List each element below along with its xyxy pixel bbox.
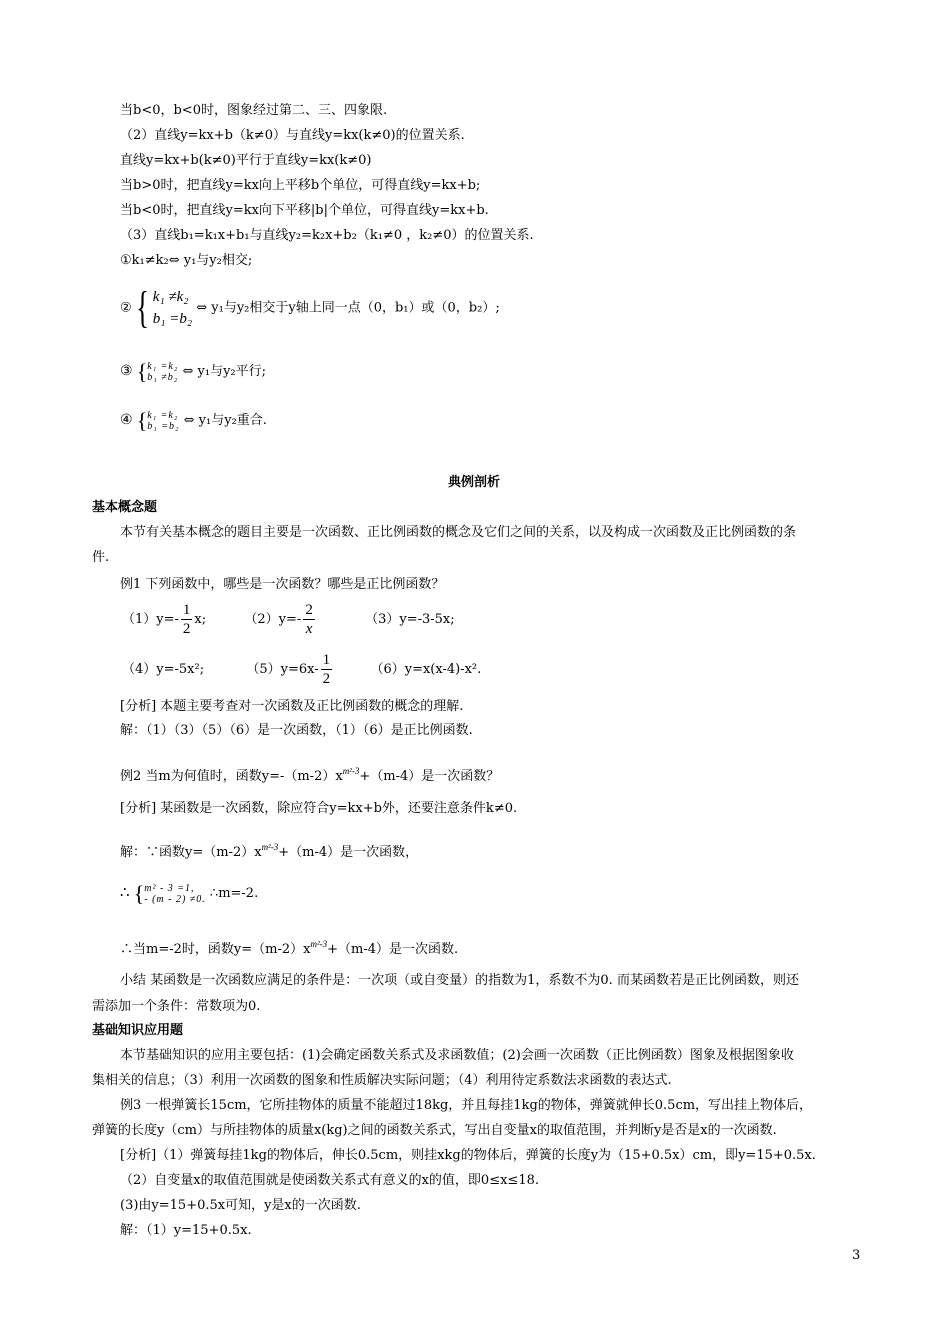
solution-line: 解：（1）y=15+0.5x. (120, 1223, 252, 1238)
numerator: 1 (182, 602, 191, 618)
fraction (321, 651, 333, 688)
question-text: 例2 当m为何值时，函数y=-（m-2）x (120, 769, 343, 784)
text-line: 当b<0时，把直线y=kx向下平移|b|个单位，可得直线y=kx+b. (120, 203, 489, 218)
fraction (303, 601, 315, 638)
system-row: k₁ =k₂ (147, 360, 179, 372)
circled-number: ④ (120, 412, 133, 428)
item-text: （2）y=- (244, 612, 302, 627)
conclusion-line (120, 935, 458, 959)
analysis-line: (3)由y=15+0.5x可知，y是x的一次函数. (120, 1198, 361, 1213)
exponent: m²-3 (310, 939, 328, 949)
item-text: （3）y=-3-5x; (365, 612, 455, 627)
system-row: m² - 3 =1, (144, 882, 195, 894)
paragraph-line: 件. (92, 550, 110, 565)
analysis-line: [分析] 某函数是一次函数，除应符合y=kx+b外，还要注意条件k≠0. (120, 801, 518, 816)
denominator: x (305, 621, 313, 637)
item-text: （5）y=6x- (246, 662, 319, 677)
analysis-line: [分析]（1）弹簧每挂1kg的物体后，伸长0.5cm，则挂xkg的物体后，弹簧的长度y为（15+0.5x）cm，即y=15+0.5x. (120, 1148, 816, 1163)
system-text: ⇔ y₁与y₂平行; (182, 364, 267, 379)
example-question: 弹簧的长度y（cm）与所挂物体的质量x(kg)之间的函数关系式，写出自变量x的取值范围，并判断y是否是x的一次函数. (92, 1123, 777, 1138)
equation-system-3 (120, 358, 266, 385)
example-question (120, 762, 499, 786)
equation-system-m (120, 878, 258, 908)
system-rows (147, 410, 179, 432)
system-row: b₁ =b₂ (147, 420, 180, 432)
denominator: 2 (182, 621, 191, 637)
subheading: 基础知识应用题 (92, 1023, 184, 1038)
analysis-line: [分析] 本题主要考查对一次函数及正比例函数的概念的理解. (120, 699, 464, 714)
item-text: （4）y=-5x²; (122, 662, 205, 677)
text-line: 直线y=kx+b(k≠0)平行于直线y=kx(k≠0) (120, 153, 372, 168)
paragraph-line: 本节基础知识的应用主要包括：(1)会确定函数关系式及求函数值；(2)会画一次函数（正比例函数）图象及根据图象收 (120, 1048, 794, 1063)
text-line: 当b>0时，把直线y=kx向上平移b个单位，可得直线y=kx+b; (120, 178, 481, 193)
circled-number: ③ (120, 363, 133, 379)
system-rows (144, 883, 206, 905)
text-line: （3）直线b₁=k₁x+b₁与直线y₂=k₂x+b₂（k₁≠0 ，k₂≠0）的位置关系. (120, 228, 534, 243)
system-row: b₁ ≠b₂ (147, 371, 179, 383)
numerator: 2 (305, 602, 313, 618)
analysis-line: （2）自变量x的取值范围就是使函数关系式有意义的x的值，即0≤x≤18. (120, 1173, 539, 1188)
brace-icon: { (136, 407, 148, 433)
example-question: 例1 下列函数中，哪些是一次函数？哪些是正比例函数？ (120, 577, 445, 592)
summary-line: 需添加一个条件：常数项为0. (92, 999, 261, 1014)
paragraph-line: 集相关的信息；（3）利用一次函数的图象和性质解决实际问题；（4）利用待定系数法求函数的表达式. (92, 1073, 672, 1088)
brace-icon: { (135, 283, 149, 332)
system-row: k₁ ≠k₂ (152, 289, 189, 305)
therefore-symbol: ∴ (120, 883, 130, 901)
text-line: （2）直线y=kx+b（k≠0）与直线y=kx(k≠0)的位置关系. (120, 128, 465, 143)
exponent: m²-3 (342, 766, 360, 776)
system-row: k₁ =k₂ (147, 409, 179, 421)
example-question: 例3 一根弹簧长15cm，它所挂物体的质量不能超过18kg，并且每挂1kg的物体，弹簧就伸长0.5cm，写出挂上物体后， (120, 1098, 813, 1113)
solution-text: +（m-4）是一次函数， (278, 845, 419, 860)
page-number: 3 (852, 1248, 861, 1263)
system-row: b₁ =b₂ (152, 311, 193, 327)
solution-line (120, 838, 418, 862)
conclusion-text: +（m-4）是一次函数. (327, 942, 459, 957)
fraction (181, 601, 193, 638)
system-row: - (m - 2) ≠0. (144, 893, 206, 905)
conclusion-text: ∴当m=-2时，函数y=（m-2）x (120, 942, 311, 957)
brace-icon: { (136, 358, 148, 384)
text-line: 当b<0，b<0时，图象经过第二、三、四象限. (120, 103, 388, 118)
system-rows (147, 361, 178, 383)
brace-icon: { (133, 880, 145, 906)
system-rows (153, 286, 192, 330)
equation-system-4 (120, 407, 267, 434)
section-title: 典例剖析 (448, 475, 501, 490)
item-text: （1）y=- (122, 612, 179, 627)
summary-line: 小结 某函数是一次函数应满足的条件是：一次项（或自变量）的指数为1，系数不为0. 而某函数若是正比例函数，则还 (120, 973, 799, 988)
item-text: （6）y=x(x-4)-x². (370, 662, 482, 677)
numerator: 1 (322, 652, 331, 668)
solution-text: 解：∵函数y=（m-2）x (120, 845, 262, 860)
example-items-row (122, 650, 481, 690)
equation-system-2 (120, 284, 500, 333)
system-result: ∴m=-2. (209, 886, 259, 901)
example-items-row (122, 600, 455, 640)
exponent: m²-3 (261, 842, 279, 852)
solution-line: 解：（1）（3）（5）（6）是一次函数，（1）（6）是正比例函数. (120, 723, 473, 738)
question-text: +（m-4）是一次函数？ (359, 769, 500, 784)
system-text: ⇔ y₁与y₂相交于y轴上同一点（0，b₁）或（0，b₂）; (196, 300, 500, 316)
system-text: ⇔ y₁与y₂重合. (183, 413, 267, 428)
item-text: x; (194, 612, 207, 627)
paragraph-line: 本节有关基本概念的题目主要是一次函数、正比例函数的概念及它们之间的关系，以及构成一次函数及正比例函数的条 (120, 525, 797, 540)
circled-number: ② (120, 300, 132, 316)
text-line: ①k₁≠k₂⇔ y₁与y₂相交; (120, 253, 253, 268)
denominator: 2 (322, 671, 331, 687)
subheading: 基本概念题 (92, 500, 158, 515)
